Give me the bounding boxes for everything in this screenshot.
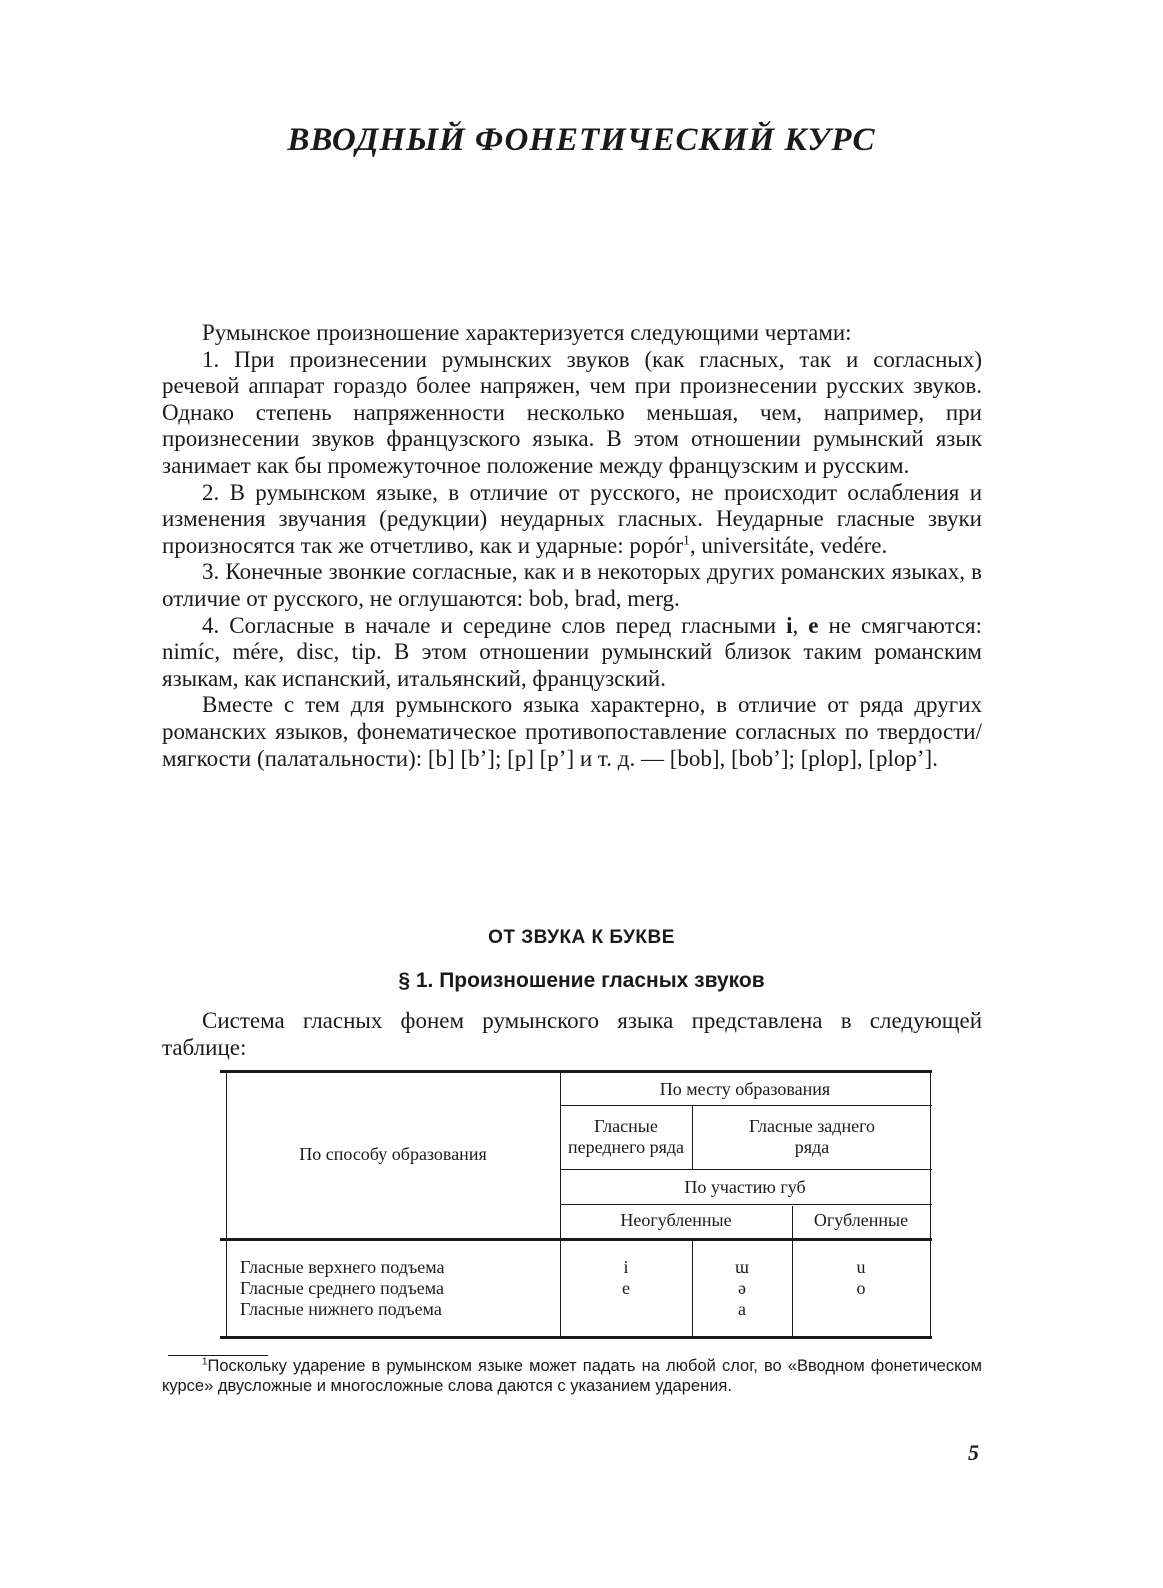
paragraph-4-text: 4. Согласные в начале и середине слов перед гласными xyxy=(202,612,787,638)
unrounded-header: Неогубленные xyxy=(620,1210,732,1230)
section-heading: ОТ ЗВУКА К БУКВЕ xyxy=(488,927,675,948)
lips-header: По участию губ xyxy=(684,1177,806,1197)
paragraph-3: 3. Конечные звонкие согласные, как и в некоторых других романских языках, в отличие от русского, не оглушаются: bob, brad, merg. xyxy=(162,559,982,611)
paragraph-4 xyxy=(162,613,982,693)
row-label-low: Гласные нижнего подъема xyxy=(240,1299,442,1319)
letter-e: e xyxy=(808,612,819,638)
paragraph-intro: Румынское произношение характеризуется следующими чертами: xyxy=(202,320,852,345)
row-label-high: Гласные верхнего подъема xyxy=(240,1257,445,1277)
page-title: ВВОДНЫЙ ФОНЕТИЧЕСКИЙ КУРС xyxy=(287,122,876,158)
table-intro xyxy=(162,1008,982,1061)
cell-back-mid: ə xyxy=(738,1278,746,1298)
place-header: По месту образования xyxy=(659,1079,831,1099)
table-rule xyxy=(560,1105,932,1106)
footnote-text: Поскольку ударение в румынском языке может падать на любой слог, во «Вводном фонетическом курсе» двусложные и многосложные слова даются с указанием ударения. xyxy=(162,1357,982,1395)
footnote-text-block xyxy=(162,1356,982,1396)
cell-rounded-high: u xyxy=(856,1257,866,1277)
paragraph-1: 1. При произнесении румынских звуков (как гласных, так и согласных) речевой аппарат гораздо более напряжен, чем при произнесении русских звуков. Однако степень напряженности несколько меньшая, чем, например, при произнесении звуков французского языка. В этом отношении румынский язык занимает как бы промежуточное положение между французским и русским. xyxy=(162,346,982,478)
footnote-marker: 1 xyxy=(202,1356,208,1368)
table-rule xyxy=(560,1169,932,1170)
row-label-mid: Гласные среднего подъема xyxy=(240,1278,445,1298)
paragraph-4-rest: не смягчаются: nimíc, mére, disc, tip. В этом отношении румынский близок таким романским языкам, как испанский, итальянский, французский. xyxy=(162,612,982,691)
table-rule xyxy=(560,1204,932,1205)
table-top-rule xyxy=(220,1070,932,1073)
paragraph-2 xyxy=(162,480,982,560)
body-text xyxy=(162,320,982,772)
table-intro-text: Система гласных фонем румынского языка представлена в следующей таблице: xyxy=(162,1008,982,1060)
table-rule xyxy=(692,1106,693,1169)
back-header: Гласные заднего ряда xyxy=(748,1116,876,1157)
table-rule xyxy=(930,1070,931,1338)
footnote-reference: 1 xyxy=(683,532,690,548)
page-number: 5 xyxy=(968,1440,979,1465)
subsection-heading: § 1. Произношение гласных звуков xyxy=(398,969,765,992)
vowel-table xyxy=(220,1070,932,1340)
cell-back-low: a xyxy=(738,1299,746,1319)
paragraph-2-examples: , universitáte, vedére. xyxy=(689,532,888,558)
cell-front-high: i xyxy=(623,1257,629,1277)
rounded-header: Огубленные xyxy=(813,1210,909,1230)
cell-rounded-mid: o xyxy=(856,1278,866,1298)
table-rule xyxy=(226,1070,227,1338)
table-header-rule xyxy=(220,1238,932,1241)
letter-i: i xyxy=(786,612,793,638)
footnote xyxy=(162,1356,982,1396)
paragraph-2-text: 2. В румынском языке, в отличие от русского, не происходит ослабления и изменения звучания (редукции) неударных гласных. Неударные гласные звуки произносятся так же отчетливо, как и ударные: popór xyxy=(162,479,982,558)
table-bottom-rule xyxy=(220,1336,932,1339)
cell-front-mid: e xyxy=(622,1278,630,1298)
letter-separator: , xyxy=(792,612,809,638)
row-header: По способу образования xyxy=(299,1144,487,1164)
front-header: Гласные переднего ряда xyxy=(567,1116,684,1157)
cell-back-high: ɯ xyxy=(734,1257,749,1277)
paragraph-5: Вместе с тем для румынского языка характерно, в отличие от ряда других романских языков, фонематическое противопоставление согласных по твердости/мягкости (палатальности): [b] [b’]; [p] [p’] и т. д. — [bob], [bob’]; [plop], [plop’]. xyxy=(162,692,982,771)
